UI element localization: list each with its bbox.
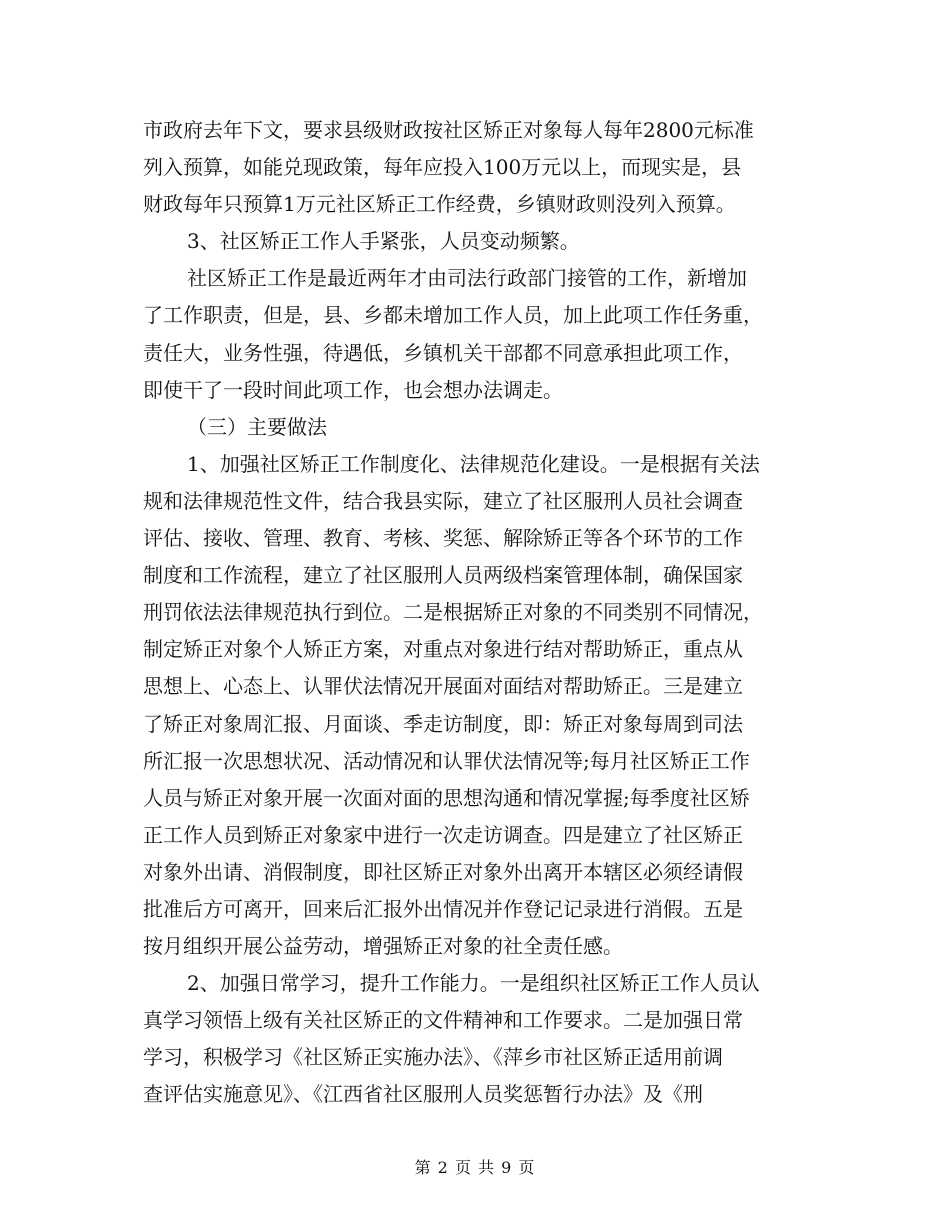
text-line: 了工作职责，但是，县、乡都未增加工作人员，加上此项工作任务重， xyxy=(143,303,763,328)
text-line: 人员与矫正对象开展一次面对面的思想沟通和情况掌握;每季度社区矫 xyxy=(143,785,750,810)
text-line: 真学习领悟上级有关社区矫正的文件精神和工作要求。二是加强日常 xyxy=(143,1008,743,1033)
text-line: 按月组织开展公益劳动，增强矫正对象的社全责任感。 xyxy=(143,934,623,959)
text-line: 1、加强社区矫正工作制度化、法律规范化建设。一是根据有关法 xyxy=(187,451,760,476)
text-line: 2、加强日常学习，提升工作能力。一是组织社区矫正工作人员认 xyxy=(187,971,760,996)
section-heading: （三）主要做法 xyxy=(187,414,327,439)
text-line: 制度和工作流程，建立了社区服刑人员两级档案管理体制，确保国家 xyxy=(143,563,743,588)
text-line: 即使干了一段时间此项工作，也会想办法调走。 xyxy=(143,377,563,402)
text-line: 思想上、心态上、认罪伏法情况开展面对面结对帮助矫正。三是建立 xyxy=(143,674,743,699)
text-line: 社区矫正工作是最近两年才由司法行政部门接管的工作，新增加 xyxy=(187,266,747,291)
text-line: 学习，积极学习《社区矫正实施办法》、《萍乡市社区矫正适用前调 xyxy=(143,1045,723,1070)
text-line: 规和法律规范性文件，结合我县实际，建立了社区服刑人员社会调查 xyxy=(143,488,743,513)
text-line: 对象外出请、消假制度，即社区矫正对象外出离开本辖区必须经请假 xyxy=(143,859,743,884)
text-line: 批准后方可离开，回来后汇报外出情况并作登记记录进行消假。五是 xyxy=(143,896,743,921)
text-line: 所汇报一次思想状况、活动情况和认罪伏法情况等;每月社区矫正工作 xyxy=(143,748,750,773)
document-body xyxy=(143,112,813,1114)
text-line: 评估、接收、管理、教育、考核、奖惩、解除矫正等各个环节的工作 xyxy=(143,526,743,551)
text-line: 列入预算，如能兑现政策，每年应投入100万元以上，而现实是，县 xyxy=(143,155,742,180)
text-line: 查评估实施意见》、《江西省社区服刑人员奖惩暂行办法》及《刑 xyxy=(143,1082,703,1107)
text-line: 责任大，业务性强，待遇低，乡镇机关干部都不同意承担此项工作， xyxy=(143,340,743,365)
text-line: 了矫正对象周汇报、月面谈、季走访制度，即：矫正对象每周到司法 xyxy=(143,711,743,736)
text-line: 刑罚依法法律规范执行到位。二是根据矫正对象的不同类别不同情况， xyxy=(143,600,763,625)
text-line: 制定矫正对象个人矫正方案，对重点对象进行结对帮助矫正，重点从 xyxy=(143,637,743,662)
page-number-footer: 第 2 页 共 9 页 xyxy=(414,1158,536,1177)
section-heading: 3、社区矫正工作人手紧张，人员变动频繁。 xyxy=(187,229,580,254)
text-line: 正工作人员到矫正对象家中进行一次走访调查。四是建立了社区矫正 xyxy=(143,822,743,847)
text-line: 财政每年只预算1万元社区矫正工作经费，乡镇财政则没列入预算。 xyxy=(143,192,736,217)
text-line: 市政府去年下文，要求县级财政按社区矫正对象每人每年2800元标准 xyxy=(143,118,754,142)
